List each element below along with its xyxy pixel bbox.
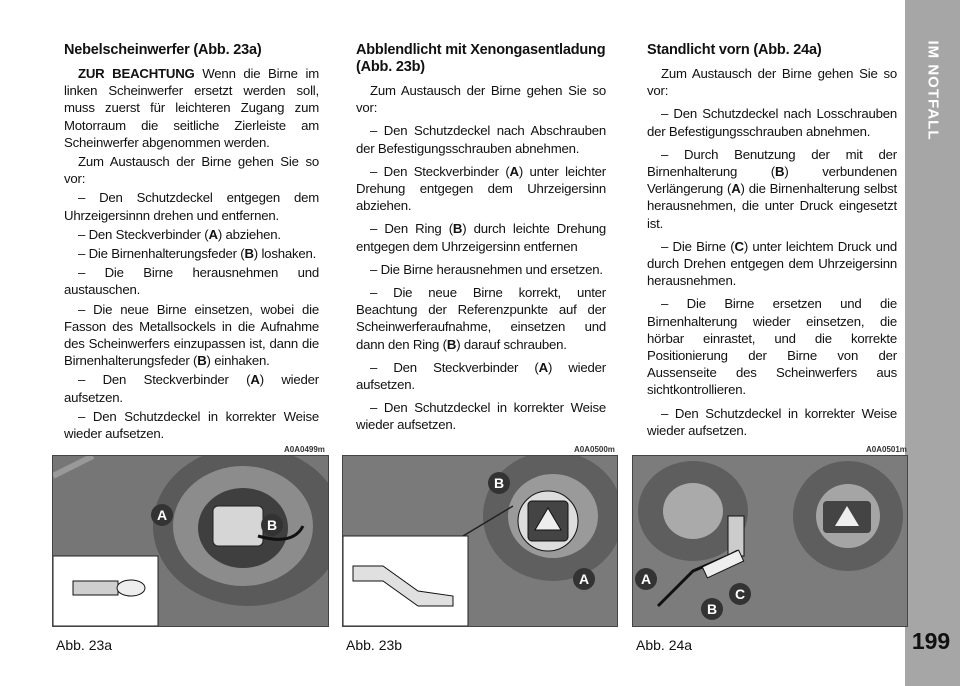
section-title: IM NOTFALL — [924, 40, 942, 140]
step: – Die neue Birne einsetzen, wobei die Fasson des Metallsockels in die Aufnahme des Scheinwerfers einzupassen ist, dann die Birnenhalterungsfeder (B) einhaken. — [64, 301, 319, 369]
step: – Den Schutzdeckel nach Abschrauben der Befestigungsschrauben abnehmen. — [356, 123, 606, 156]
column-fog-lights — [64, 42, 319, 444]
step: – Den Schutzdeckel nach Losschrauben der Befestigungsschrauben abnehmen. — [647, 106, 897, 139]
figure-caption: Abb. 23b — [346, 637, 403, 653]
step: – Den Steckverbinder (A) unter leichter Drehung entgegen dem Uhrzeigersinn abziehen. — [356, 163, 606, 214]
intro-text: Zum Austausch der Birne gehen Sie so vor: — [64, 154, 319, 187]
figure-code: A0A0500m — [574, 445, 615, 454]
step: – Den Schutzdeckel entgegen dem Uhrzeigersinnn drehen und entfernen. — [64, 190, 319, 223]
heading-xenon-lights: Abblendlicht mit Xenongasentladung (Abb. 23b) — [356, 42, 606, 75]
step: – Den Steckverbinder (A) wieder aufsetzen. — [356, 359, 606, 393]
step: – Den Schutzdeckel in korrekter Weise wieder aufsetzen. — [64, 408, 319, 442]
page-number: 199 — [911, 628, 951, 654]
figure-23a — [52, 455, 329, 627]
label-b: B — [261, 514, 283, 536]
step: – Den Schutzdeckel in korrekter Weise wieder aufsetzen. — [647, 405, 897, 438]
step: – Die Birne ersetzen und die Birnenhalterung wieder einsetzen, die hörbar einrastet, und die korrekte Positionierung der Birne von der Aussenseite des Scheinwerfers aus sichtkontrollieren. — [647, 296, 897, 398]
step: – Den Steckverbinder (A) wieder aufsetzen. — [64, 372, 319, 405]
label-a: A — [151, 504, 173, 526]
warning-note: ZUR BEACHTUNG Wenn die Birne im linken Scheinwerfer ersetzt werden soll, muss zuerst für leichteren Zugang zum Motorraum die seitliche Zierleiste am Scheinwerfer abgenommen werden. — [64, 66, 319, 150]
figure-23b — [342, 455, 618, 627]
figure-code: A0A0499m — [284, 445, 325, 454]
step: – Durch Benutzung der mit der Birnenhalterung (B) verbundenen Verlängerung (A) die Birnenhalterung selbst herausnehmen, die unter Druck eingesetzt ist. — [647, 146, 897, 231]
column-parking-lights — [647, 42, 897, 445]
heading-fog-lights: Nebelscheinwerfer (Abb. 23a) — [64, 42, 262, 58]
figure-code: A0A0501m — [866, 445, 907, 454]
label-c: C — [729, 583, 751, 605]
label-a: A — [635, 568, 657, 590]
step: – Den Schutzdeckel in korrekter Weise wieder aufsetzen. — [356, 400, 606, 433]
label-b: B — [488, 472, 510, 494]
note-label: ZUR BEACHTUNG — [78, 66, 195, 81]
step: – Den Steckverbinder (A) abziehen. — [78, 226, 281, 242]
step: – Die Birnenhalterungsfeder (B) loshaken. — [78, 246, 317, 262]
column-xenon-lights — [356, 42, 606, 440]
intro-text: Zum Austausch der Birne gehen Sie so vor: — [647, 66, 897, 99]
step: – Die Birne herausnehmen und austauschen. — [64, 265, 319, 298]
heading-parking-lights: Standlicht vorn (Abb. 24a) — [647, 42, 822, 58]
figure-24a — [632, 455, 908, 627]
step: – Die Birne herausnehmen und ersetzen. — [370, 261, 603, 277]
step: – Die Birne (C) unter leichtem Druck und durch Drehen entgegen dem Uhrzeigersinn herausnehmen. — [647, 238, 897, 289]
step: – Die neue Birne korrekt, unter Beachtung der Referenzpunkte auf der Scheinwerferaufnahme, einsetzen und dann den Ring (B) darauf schrauben. — [356, 285, 606, 352]
figure-caption: Abb. 23a — [56, 637, 113, 653]
label-a: A — [573, 568, 595, 590]
intro-text: Zum Austausch der Birne gehen Sie so vor: — [356, 83, 606, 116]
figure-caption: Abb. 24a — [636, 637, 693, 653]
label-b: B — [701, 598, 723, 620]
step: – Den Ring (B) durch leichte Drehung entgegen dem Uhrzeigersinn entfernen — [356, 221, 606, 254]
